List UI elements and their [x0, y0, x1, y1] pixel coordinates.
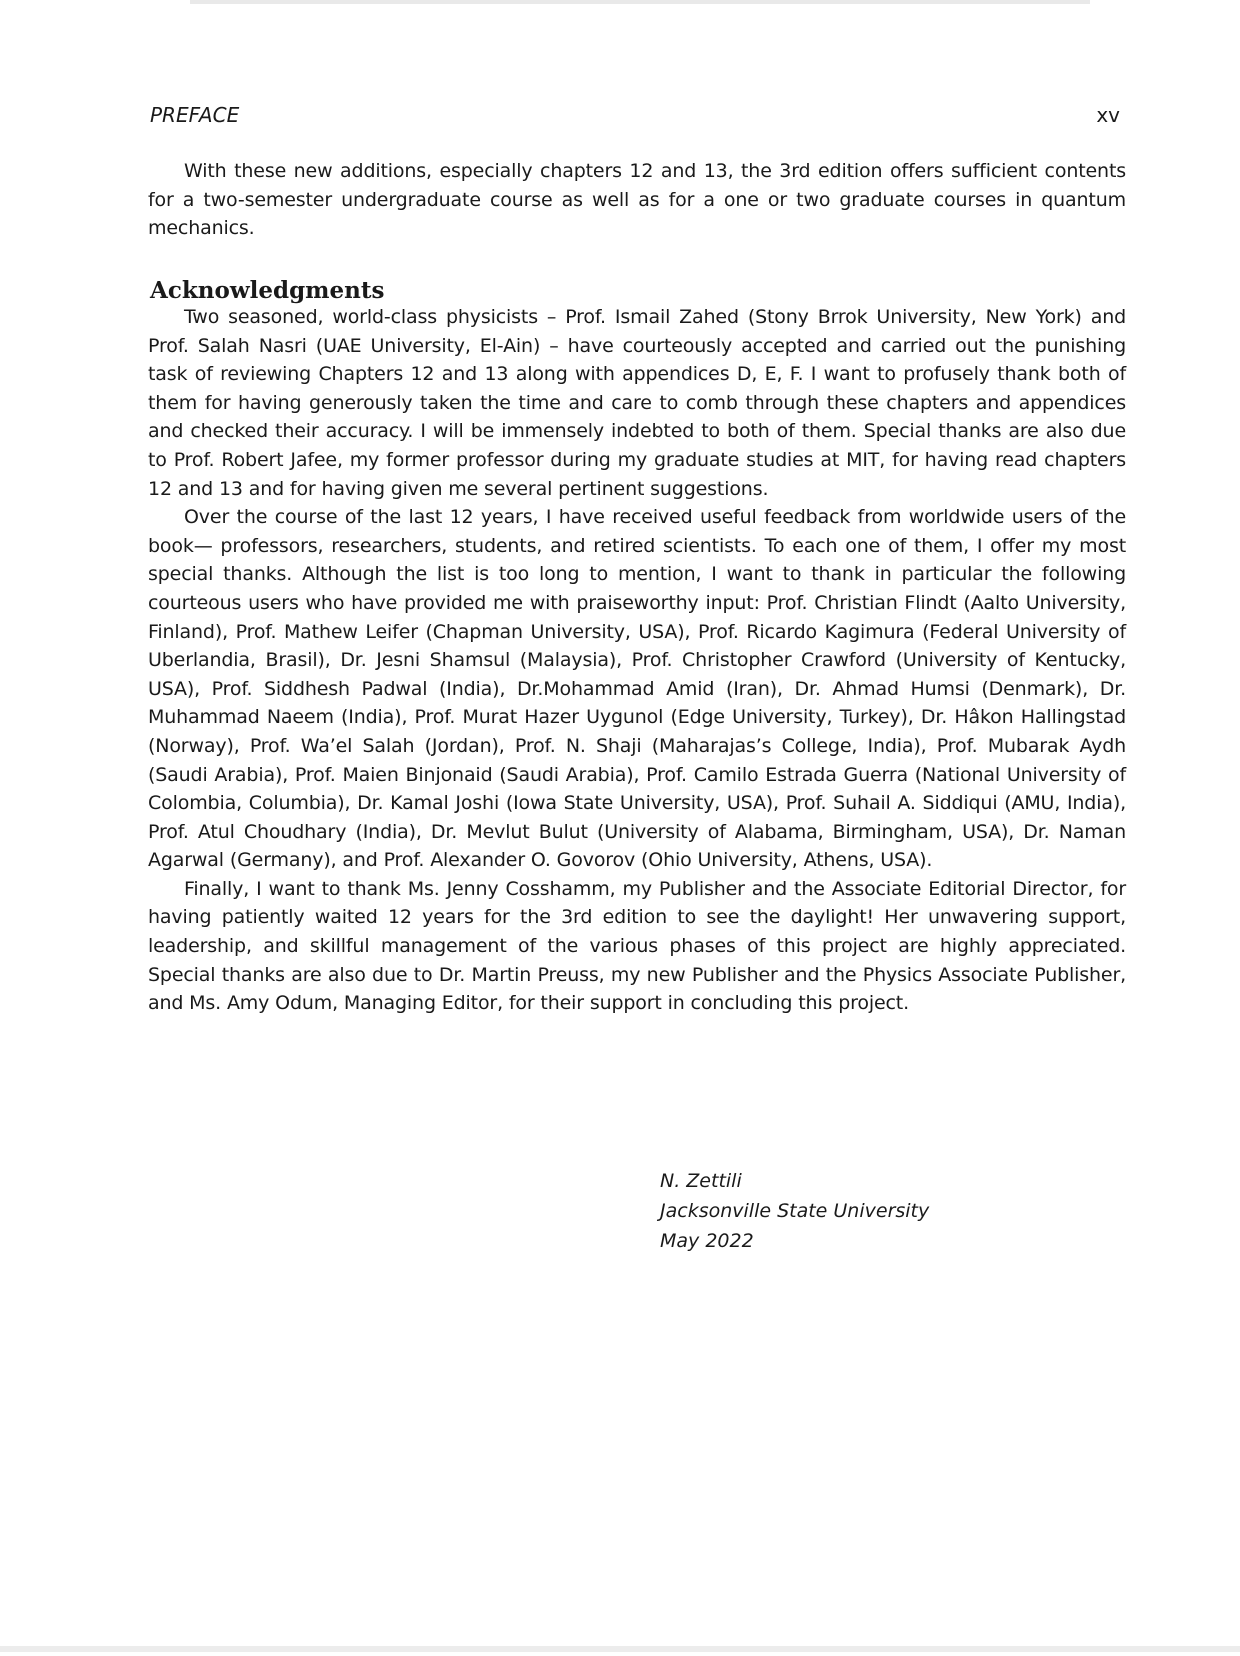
acknowledgments-body: [148, 303, 1126, 1018]
author-name: N. Zettili: [660, 1170, 742, 1192]
acknowledgments-paragraph-publisher: Finally, I want to thank Ms. Jenny Cosshamm, my Publisher and the Associate Editorial Director, for having patiently waited 12 years for the 3rd edition to see the daylight! Her unwavering support, leadership, and skillful management of the various phases of this project are highly appreciated. Special thanks are also due to Dr. Martin Preuss, my new Publisher and the Physics Associate Publisher, and Ms. Amy Odum, Managing Editor, for their support in concluding this project.: [148, 877, 1126, 1015]
page-number: xv: [1096, 103, 1120, 127]
scan-edge-top: [190, 0, 1090, 4]
intro-paragraph: With these new additions, especially chapters 12 and 13, the 3rd edition offers sufficient contents for a two-semester undergraduate course as well as for a one or two graduate courses in quantum mechanics.: [148, 160, 1126, 240]
scan-edge-bottom: [0, 1646, 1240, 1652]
acknowledgments-paragraph-users: Over the course of the last 12 years, I have received useful feedback from worldwide users of the book— professors, researchers, students, and retired scientists. To each one of them, I offer my most special thanks. Although the list is too long to mention, I want to thank in particular the following courteous users who have provided me with praiseworthy input: Prof. Christian Flindt (Aalto University, Finland), Prof. Mathew Leifer (Chapman University, USA), Prof. Ricardo Kagimura (Federal University of Uberlandia, Brasil), Dr. Jesni Shamsul (Malaysia), Prof. Christopher Crawford (University of Kentucky, USA), Prof. Siddhesh Padwal (India), Dr.Mohammad Amid (Iran), Dr. Ahmad Humsi (Denmark), Dr. Muhammad Naeem (India), Prof. Murat Hazer Uygunol (Edge University, Turkey), Dr. Hâkon Hallingstad (Norway), Prof. Wa’el Salah (Jordan), Prof. N. Shaji (Maharajas’s College, India), Prof. Mubarak Aydh (Saudi Arabia), Prof. Maien Binjonaid (Saudi Arabia), Prof. Camilo Estrada Guerra (National University of Colombia, Columbia), Dr. Kamal Joshi (Iowa State University, USA), Prof. Suhail A. Siddiqui (AMU, India), Prof. Atul Choudhary (India), Dr. Mevlut Bulut (University of Alabama, Birmingham, USA), Dr. Naman Agarwal (Germany), and Prof. Alexander O. Govorov (Ohio University, Athens, USA).: [148, 506, 1126, 872]
author-affiliation: Jacksonville State University: [660, 1200, 930, 1222]
running-head: [150, 103, 1120, 135]
signature-date: May 2022: [660, 1230, 754, 1252]
intro-section: [148, 157, 1126, 243]
acknowledgments-paragraph-reviewers: Two seasoned, world-class physicists – Prof. Ismail Zahed (Stony Brrok University, New York) and Prof. Salah Nasri (UAE University, El-Ain) – have courteously accepted and carried out the punishing task of reviewing Chapters 12 and 13 along with appendices D, E, F. I want to profusely thank both of them for having generously taken the time and care to comb through these chapters and appendices and checked their accuracy. I will be immensely indebted to both of them. Special thanks are also due to Prof. Robert Jafee, my former professor during my graduate studies at MIT, for having read chapters 12 and 13 and for having given me several pertinent suggestions.: [148, 306, 1126, 500]
running-title: PREFACE: [150, 103, 240, 127]
signature-block: [660, 1166, 929, 1256]
acknowledgments-heading: Acknowledgments: [150, 277, 385, 304]
